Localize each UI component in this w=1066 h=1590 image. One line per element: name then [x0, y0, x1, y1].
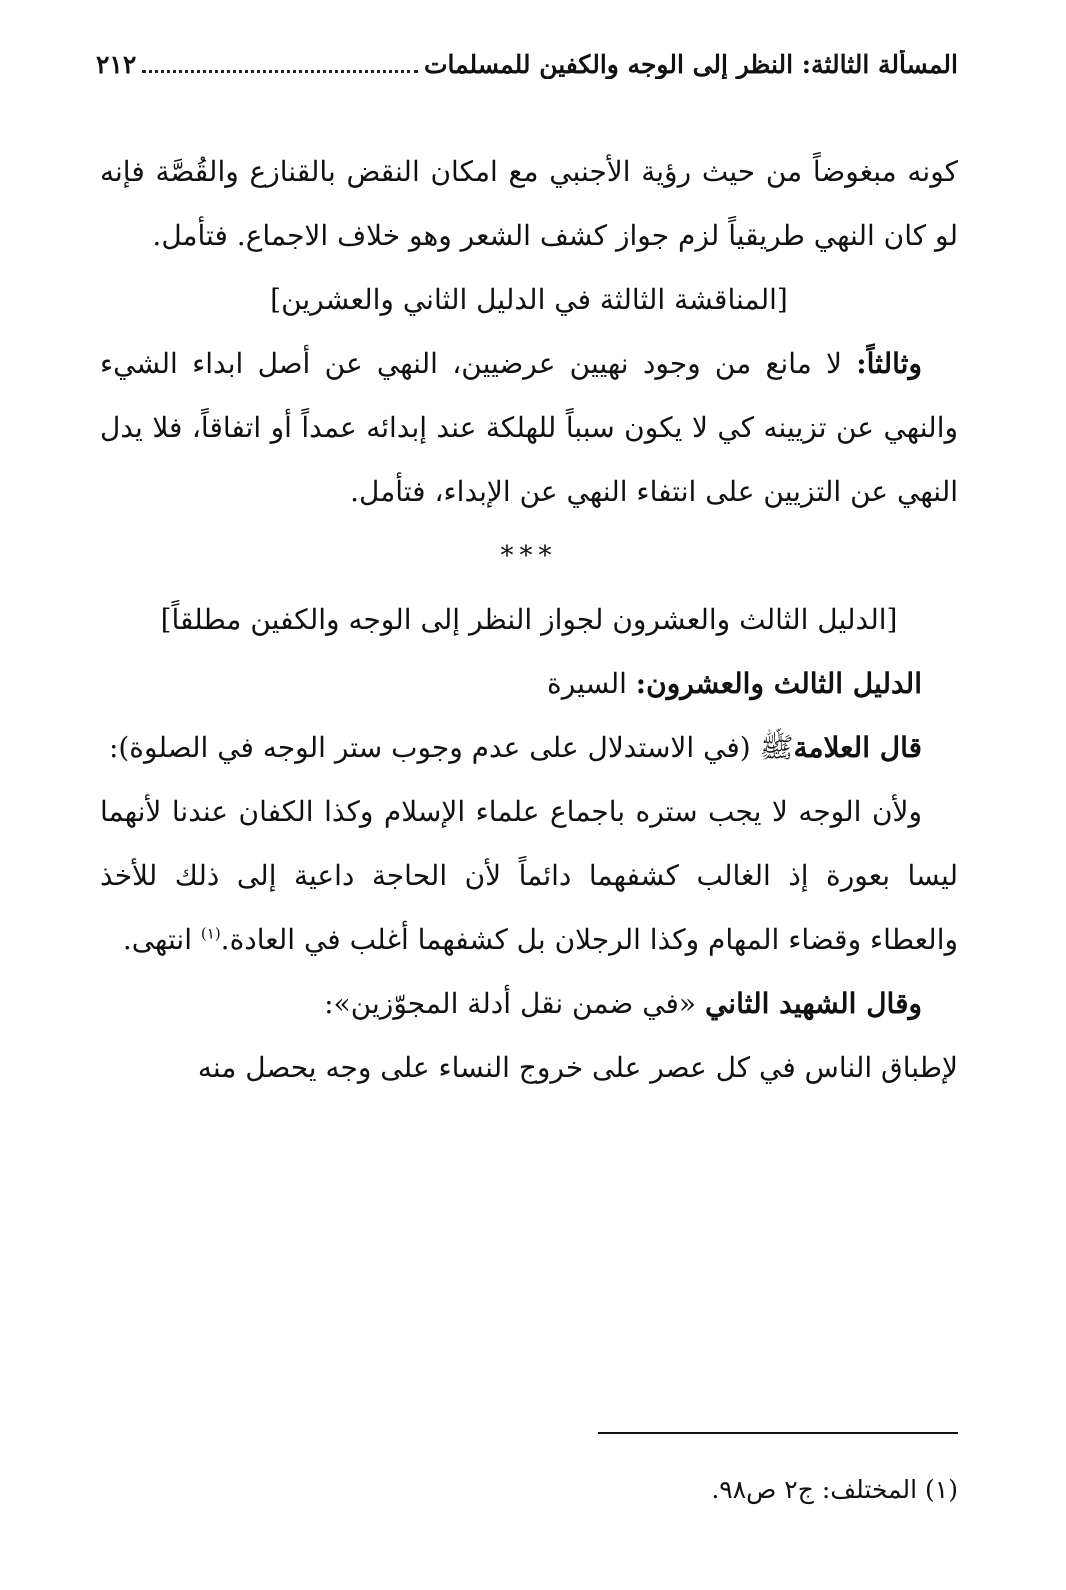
- paragraph-6-label: وقال الشهيد الثاني: [704, 987, 922, 1020]
- paragraph-2-text: لا مانع من وجود نهيين عرضيين، النهي عن أصل ابداء الشيء والنهي عن تزيينه كي لا يكون سبباً للهلكة عند إبدائه عمداً أو اتفاقاً، فلا يدل النهي عن التزيين على انتفاء النهي عن الإبداء، فتأمل.: [100, 347, 958, 508]
- paragraph-5-text: ولأن الوجه لا يجب ستره باجماع علماء الإسلام وكذا الكفان عندنا لأنهما ليسا بعورة إذ الغالب كشفهما دائماً لأن الحاجة داعية إلى ذلك للأخذ والعطاء وقضاء المهام وكذا الرجلان بل كشفهما أغلب في العادة.: [100, 795, 958, 956]
- paragraph-4: [100, 716, 958, 780]
- section-separator: ***: [500, 541, 558, 571]
- paragraph-5-end: انتهى.: [122, 923, 201, 956]
- paragraph-7: لإطباق الناس في كل عصر على خروج النساء على وجه يحصل منه: [197, 1051, 958, 1084]
- paragraph-5: [100, 780, 958, 972]
- paragraph-6-text: «في ضمن نقل أدلة المجوّزين»:: [324, 987, 705, 1020]
- paragraph-2: [100, 332, 958, 524]
- paragraph-6: [100, 972, 958, 1036]
- footnote: (١) المختلف: ج٢ ص٩٨.: [711, 1475, 958, 1504]
- header-leader-dots: [142, 70, 418, 73]
- paragraph-3: [100, 652, 958, 716]
- section-heading-1: [المناقشة الثالثة في الدليل الثاني والعشرين]: [270, 283, 788, 316]
- body-text: [100, 140, 958, 1100]
- honorific-glyph: ﷺ: [759, 731, 794, 764]
- section-heading-2: [الدليل الثالث والعشرون لجواز النظر إلى الوجه والكفين مطلقاً]: [160, 603, 898, 636]
- footnote-reference[interactable]: (١): [200, 924, 221, 943]
- paragraph-4-label: قال العلامة: [793, 731, 922, 764]
- footnote-divider: [598, 1432, 958, 1434]
- running-header: [96, 50, 958, 79]
- paragraph-1: كونه مبغوضاً من حيث رؤية الأجنبي مع امكان النقض بالقنازع والقُصَّة فإنه لو كان النهي طريقياً لزم جواز كشف الشعر وهو خلاف الاجماع. فتأمل.: [100, 155, 958, 252]
- page-number: ٢١٢: [96, 50, 137, 79]
- header-title: المسألة الثالثة: النظر إلى الوجه والكفين للمسلمات: [423, 50, 958, 79]
- paragraph-2-label: وثالثاً:: [856, 347, 922, 380]
- paragraph-3-text: السيرة: [547, 667, 636, 700]
- paragraph-4-text: (في الاستدلال على عدم وجوب ستر الوجه في الصلوة):: [108, 731, 760, 764]
- paragraph-3-label: الدليل الثالث والعشرون:: [635, 667, 922, 700]
